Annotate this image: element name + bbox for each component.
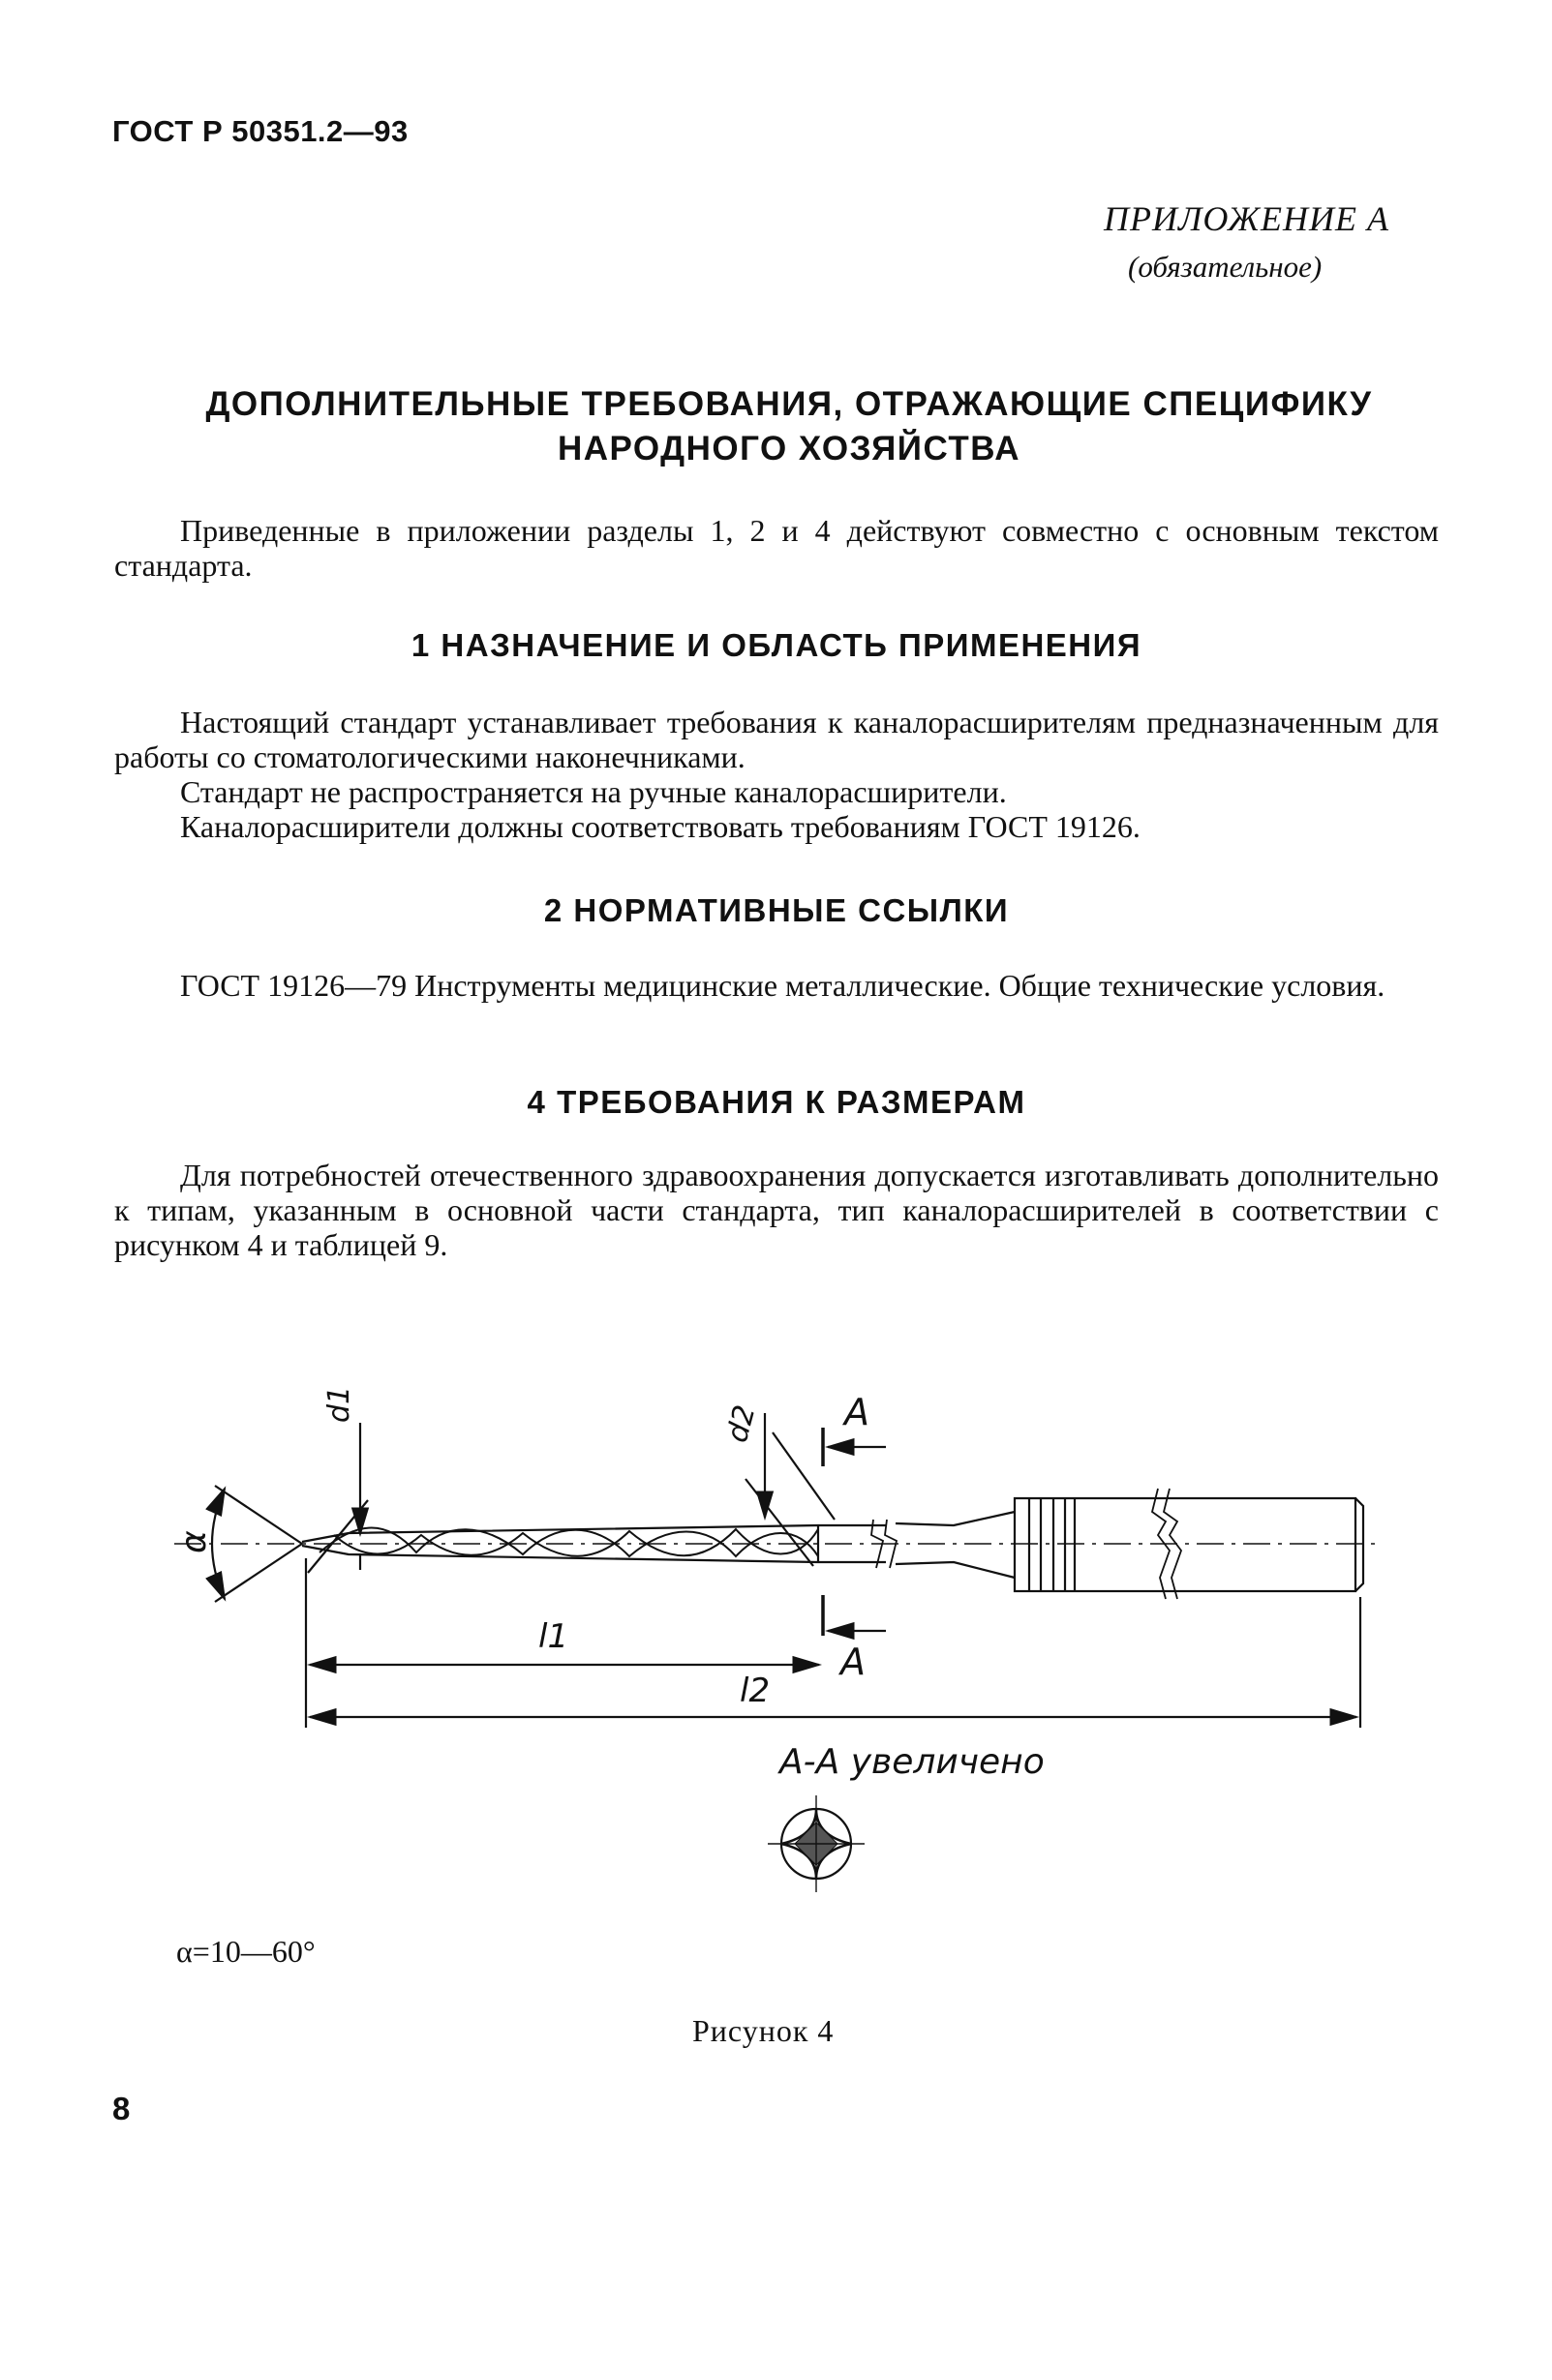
section-1-paragraph: Каналорасширители должны соответствовать требованиям ГОСТ 19126. — [180, 809, 1141, 844]
label-l1: l1 — [538, 1617, 569, 1656]
label-l2: l2 — [740, 1672, 771, 1710]
label-d1: d1 — [322, 1385, 356, 1423]
section-4-paragraph: Для потребностей отечественного здравоохранения допускается изготавливать дополнительно к типам, указанным в основной части стандарта, тип каналорасширителей в соответствии с рисунком 4 и таблицей 9. — [114, 1158, 1439, 1262]
length-dimensions — [306, 1558, 1360, 1728]
section-view — [768, 1795, 865, 1892]
main-title: ДОПОЛНИТЕЛЬНЫЕ ТРЕБОВАНИЯ, ОТРАЖАЮЩИЕ СПЕЦИФИКУ НАРОДНОГО ХОЗЯЙСТВА — [205, 385, 1373, 467]
section-1-paragraph: Настоящий стандарт устанавливает требования к каналорасширителям предназначенным для работы со стоматологическими наконечниками. — [114, 705, 1439, 774]
section-1-title: 1 НАЗНАЧЕНИЕ И ОБЛАСТЬ ПРИМЕНЕНИЯ — [411, 627, 1142, 663]
section-4-title: 4 ТРЕБОВАНИЯ К РАЗМЕРАМ — [527, 1084, 1026, 1120]
page-number: 8 — [112, 2091, 131, 2126]
section-marks — [823, 1428, 886, 1636]
label-alpha: α — [174, 1530, 214, 1553]
neck — [818, 1512, 1015, 1578]
appendix-note: (обязательное) — [1128, 250, 1323, 284]
figure-4-drawing — [0, 1336, 1552, 1916]
alpha-range: α=10—60° — [176, 1934, 316, 1969]
appendix-title: ПРИЛОЖЕНИЕ А — [1104, 199, 1389, 238]
label-a-top: A — [844, 1391, 869, 1433]
intro-paragraph: Приведенные в приложении разделы 1, 2 и 4 действуют совместно с основным текстом стандарта. — [114, 513, 1439, 583]
section-1-paragraph: Стандарт не распространяется на ручные каналорасширители. — [180, 774, 1007, 809]
label-d2: d2 — [719, 1401, 763, 1447]
figure-caption: Рисунок 4 — [692, 2013, 835, 2048]
section-2-paragraph: ГОСТ 19126—79 Инструменты медицинские металлические. Общие технические условия. — [180, 968, 1385, 1003]
document-id: ГОСТ Р 50351.2—93 — [112, 114, 409, 148]
label-a-bottom: A — [840, 1641, 866, 1683]
section-2-title: 2 НОРМАТИВНЫЕ ССЫЛКИ — [543, 892, 1010, 928]
section-1-body — [114, 705, 1439, 844]
section-view-label: A-A увеличено — [779, 1742, 1045, 1782]
